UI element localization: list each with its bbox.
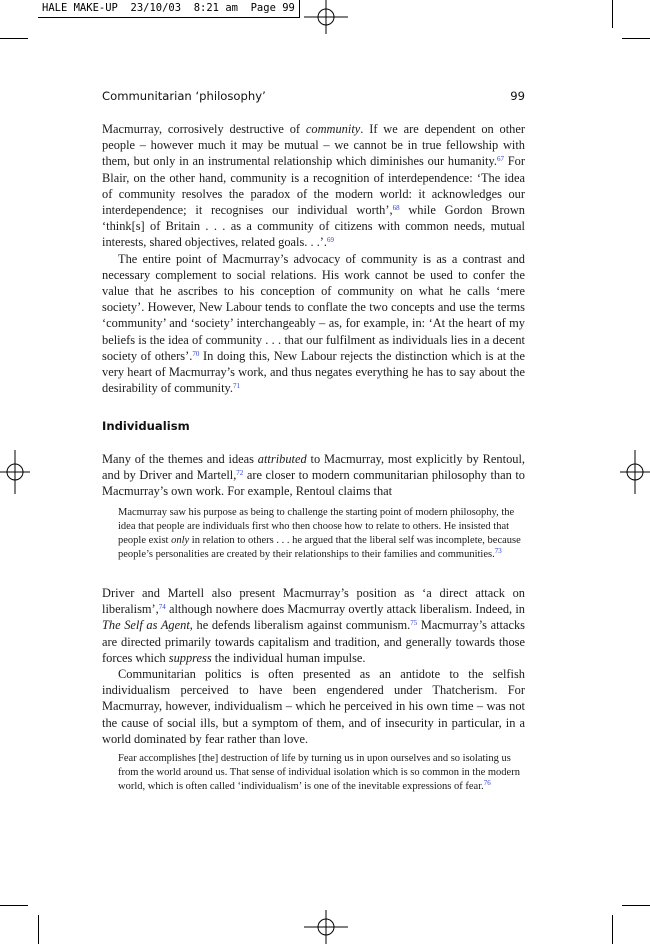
running-title: Communitarian ‘philosophy’ bbox=[102, 89, 266, 103]
footnote-ref[interactable]: 67 bbox=[497, 155, 504, 164]
block-quote bbox=[102, 506, 525, 562]
crop-mark bbox=[38, 915, 39, 944]
crop-mark bbox=[622, 905, 650, 906]
crop-mark bbox=[612, 915, 613, 944]
paragraph: Many of the themes and ideas attributed to Macmurray, most explicitly by Rentoul, and by Driver and Martell,$^{72}$ are closer to modern communitarian philosophy than to Macmurray’s own work. For example, Rentoul claims that bbox=[102, 452, 525, 499]
footnote-ref[interactable]: 75 bbox=[410, 619, 418, 628]
body-block-3 bbox=[102, 585, 525, 747]
footnote-ref[interactable]: 68 bbox=[392, 204, 400, 213]
page-number: 99 bbox=[510, 89, 525, 103]
footnote-ref[interactable]: 72 bbox=[236, 469, 244, 478]
crop-mark bbox=[0, 38, 28, 39]
paragraph: Communitarian politics is often presented as an antidote to the selfish individualism perceived to have been engendered under Thatcherism. For Macmurray, however, individualism – which he perceived in his own time – was not the cause of social ills, but a symptom of them, and of insecurity in particular, in a world dominated by fear rather than love. bbox=[102, 667, 525, 746]
footnote-ref[interactable]: 71 bbox=[233, 382, 240, 391]
section-heading: Individualism bbox=[102, 419, 190, 433]
footnote-ref[interactable]: 69 bbox=[327, 236, 335, 245]
registration-mark-bottom bbox=[304, 910, 348, 944]
crop-mark bbox=[0, 905, 28, 906]
running-head bbox=[102, 88, 525, 106]
registration-mark-right bbox=[620, 450, 650, 494]
crop-mark bbox=[622, 38, 650, 39]
crop-mark bbox=[612, 0, 613, 28]
registration-mark-left bbox=[0, 450, 30, 494]
footnote-ref[interactable]: 73 bbox=[494, 547, 502, 555]
paragraph: Macmurray, corrosively destructive of community. If we are dependent on other people – however much it may be mutual – we cannot be in true fellowship with them, but only in an instrumental relationship which diminishes our humanity.$^{67}$ For Blair, on the other hand, community is a recognition of interdependence: ‘The idea of community resolves the paradox of the modern world: it acknowledges our interdependence; it recognises our individual worth’,$^{68}$ while Gordon Brown ‘think[s] of Britain . . . as a community of citizens with common needs, mutual interests, shared objectives, related goals. . .’.$^{69}$ bbox=[102, 122, 526, 250]
block-quote bbox=[102, 752, 525, 794]
body-block-1 bbox=[102, 121, 525, 396]
quote-text: Fear accomplishes [the] destruction of life by turning us in upon ourselves and so isolating us from the world around us. That sense of individual isolation which is so common in the modern world, which is often called ‘individualism’ is one of the inevitable expressions of fear.$^{76}$ bbox=[118, 753, 520, 792]
registration-mark-top bbox=[304, 0, 348, 34]
printer-slug: HALE MAKE-UP 23/10/03 8:21 am Page 99 bbox=[38, 0, 300, 18]
paragraph: The entire point of Macmurray’s advocacy of community is as a contrast and necessary complement to social relations. His work cannot be used to confer the value that he ascribes to his conception of community on what he calls ‘mere society’. However, New Labour tends to conflate the two concepts and use the terms ‘community’ and ‘society’ interchangeably – as, for example, in: ‘At the heart of my beliefs is the idea of community . . . that our fulfilment as individuals lies in a decent society of others’.$^{70}$ In doing this, New Labour rejects the distinction which is at the very heart of Macmurray’s work, and thus negates everything he has to say about the desirability of community.$^{71}$ bbox=[102, 251, 525, 396]
paragraph: Driver and Martell also present Macmurray’s position as ‘a direct attack on liberalism’,$^{74}$ although nowhere does Macmurray overtly attack liberalism. Indeed, in The Self as Agent, he defends liberalism against communism.$^{75}$ Macmurray’s attacks are directed primarily towards capitalism and tradition, and generally towards those forces which suppress the individual human impulse. bbox=[102, 586, 525, 665]
footnote-ref[interactable]: 70 bbox=[192, 349, 200, 358]
quote-text: Macmurray saw his purpose as being to challenge the starting point of modern philosophy, the idea that people are individuals first who then choose how to relate to others. He insisted that people exist only in relation to others . . . he argued that the liberal self was incomplete, because people’s personalities are created by their relationships to their families and communities.$^{73}$ bbox=[118, 507, 521, 560]
body-block-2 bbox=[102, 451, 525, 500]
footnote-ref[interactable]: 74 bbox=[158, 603, 166, 612]
footnote-ref[interactable]: 76 bbox=[483, 779, 491, 787]
